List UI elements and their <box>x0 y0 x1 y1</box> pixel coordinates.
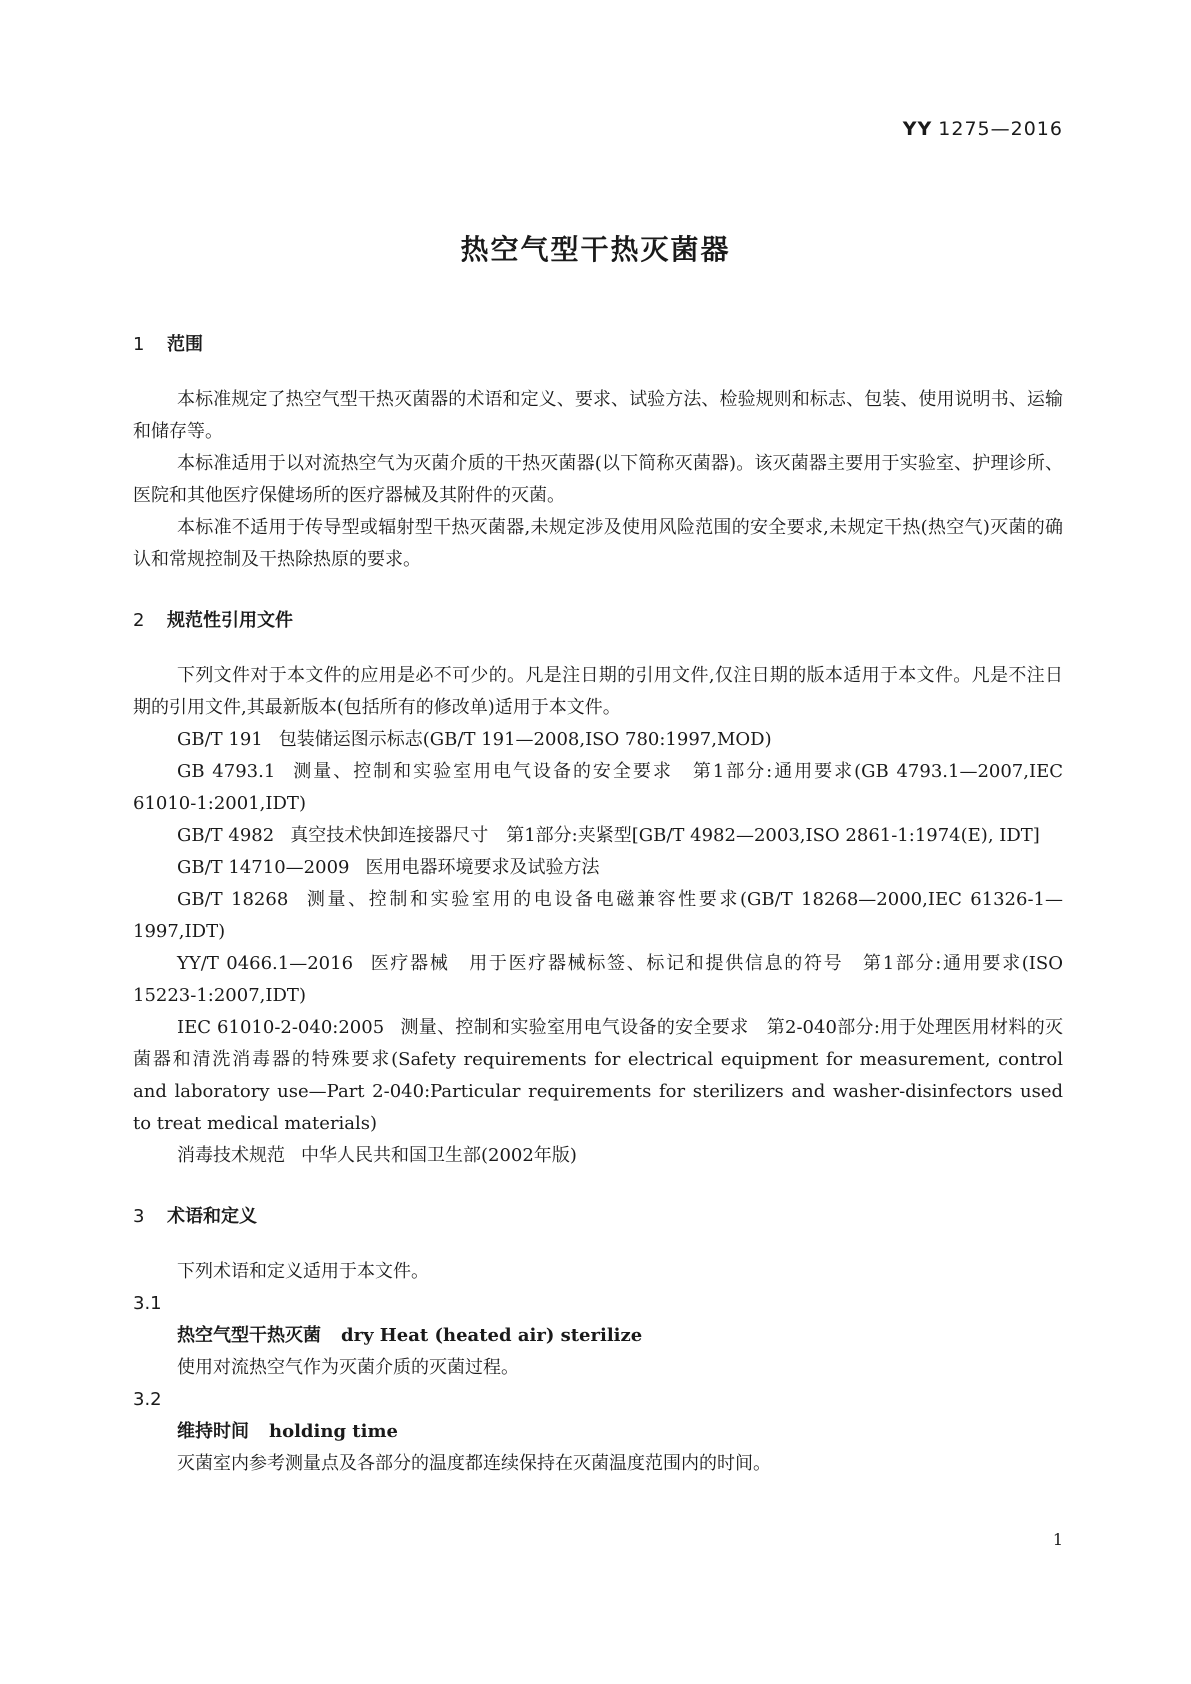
term-number: 3.2 <box>133 1389 162 1410</box>
section-3-heading: 3 术语和定义 <box>133 1206 257 1227</box>
reference-item: GB/T 191 包装储运图示标志(GB/T 191—2008,ISO 780:1997,MOD) <box>177 729 772 750</box>
reference-item: GB/T 4982 真空技术快卸连接器尺寸 第1部分:夹紧型[GB/T 4982—2003,ISO 2861-1:1974(E), IDT] <box>177 825 1040 846</box>
term-definition: 灭菌室内参考测量点及各部分的温度都连续保持在灭菌温度范围内的时间。 <box>177 1453 771 1474</box>
reference-item: GB/T 18268 测量、控制和实验室用的电设备电磁兼容性要求(GB/T 18268—2000,IEC 61326-1—1997,IDT) <box>133 889 1064 942</box>
term-title: 维持时间 holding time <box>177 1421 398 1442</box>
term-definition: 使用对流热空气作为灭菌介质的灭菌过程。 <box>177 1357 519 1378</box>
standard-prefix: YY <box>902 118 933 140</box>
term-title: 热空气型干热灭菌 dry Heat (heated air) sterilize <box>177 1325 643 1346</box>
reference-item: 消毒技术规范 中华人民共和国卫生部(2002年版) <box>177 1145 577 1166</box>
paragraph: 本标准不适用于传导型或辐射型干热灭菌器,未规定涉及使用风险范围的安全要求,未规定干热(热空气)灭菌的确认和常规控制及干热除热原的要求。 <box>133 517 1063 570</box>
paragraph: 下列文件对于本文件的应用是必不可少的。凡是注日期的引用文件,仅注日期的版本适用于本文件。凡是不注日期的引用文件,其最新版本(包括所有的修改单)适用于本文件。 <box>133 665 1063 718</box>
paragraph: 本标准规定了热空气型干热灭菌器的术语和定义、要求、试验方法、检验规则和标志、包装、使用说明书、运输和储存等。 <box>133 389 1063 442</box>
paragraph: 下列术语和定义适用于本文件。 <box>177 1261 429 1282</box>
term-number: 3.1 <box>133 1293 162 1314</box>
document-title: 热空气型干热灭菌器 <box>460 233 731 266</box>
section-1-heading: 1 范围 <box>133 334 203 355</box>
reference-item: GB/T 14710—2009 医用电器环境要求及试验方法 <box>177 857 600 878</box>
reference-item: YY/T 0466.1—2016 医疗器械 用于医疗器械标签、标记和提供信息的符号 第1部分:通用要求(ISO 15223-1:2007,IDT) <box>133 953 1063 1006</box>
reference-item: GB 4793.1 测量、控制和实验室用电气设备的安全要求 第1部分:通用要求(GB 4793.1—2007,IEC 61010-1:2001,IDT) <box>133 761 1063 814</box>
standard-code: 1275—2016 <box>938 118 1063 140</box>
document-body <box>133 330 1063 1480</box>
paragraph: 本标准适用于以对流热空气为灭菌介质的干热灭菌器(以下简称灭菌器)。该灭菌器主要用于实验室、护理诊所、医院和其他医疗保健场所的医疗器械及其附件的灭菌。 <box>133 453 1063 506</box>
page-number: 1 <box>1052 1530 1063 1549</box>
reference-item: IEC 61010-2-040:2005 测量、控制和实验室用电气设备的安全要求 第2-040部分:用于处理医用材料的灭菌器和清洗消毒器的特殊要求(Safety requirements for electrical equipment for measurement, control and laboratory use—Part 2-040:Particular requirements for sterilizers and washer-disinfectors used to treat medical materials) <box>133 1017 1064 1134</box>
section-2-heading: 2 规范性引用文件 <box>133 610 293 631</box>
standard-number <box>903 118 1063 140</box>
